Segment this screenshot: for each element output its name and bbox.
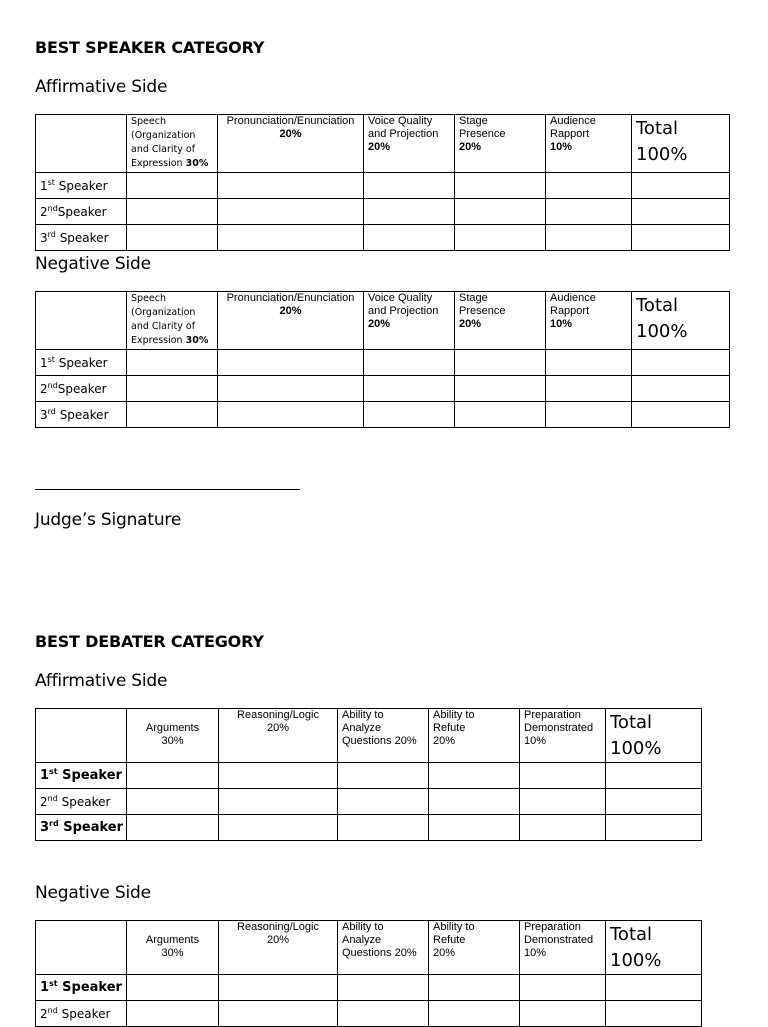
- corner-cell: [36, 709, 127, 763]
- debater-negative-label: Negative Side: [35, 883, 151, 903]
- row-label-second-speaker: 2ndSpeaker: [36, 376, 127, 402]
- stage-presence-column-header: Stage Presence 20%: [455, 292, 546, 350]
- score-cell[interactable]: [546, 173, 632, 199]
- total-cell[interactable]: [606, 815, 702, 841]
- score-cell[interactable]: [429, 815, 520, 841]
- score-cell[interactable]: [520, 975, 606, 1001]
- score-cell[interactable]: [127, 1001, 219, 1027]
- speaker-affirmative-table: [35, 114, 730, 251]
- score-cell[interactable]: [127, 225, 218, 251]
- row-label-second-speaker: 2nd Speaker: [36, 789, 127, 815]
- score-cell[interactable]: [219, 815, 338, 841]
- score-cell[interactable]: [455, 173, 546, 199]
- table-row: [36, 402, 730, 428]
- total-cell[interactable]: [632, 173, 730, 199]
- score-cell[interactable]: [364, 199, 455, 225]
- signature-line[interactable]: [35, 489, 300, 490]
- score-cell[interactable]: [429, 975, 520, 1001]
- total-column-header: Total 100%: [632, 115, 730, 173]
- corner-cell: [36, 292, 127, 350]
- speech-column-header: Speech (Organization and Clarity of Expression 30%: [127, 115, 218, 173]
- score-cell[interactable]: [218, 199, 364, 225]
- debater-category-title: BEST DEBATER CATEGORY: [35, 632, 264, 651]
- total-column-header: Total 100%: [632, 292, 730, 350]
- total-cell[interactable]: [606, 975, 702, 1001]
- corner-cell: [36, 921, 127, 975]
- row-label-first-speaker: 1st Speaker: [36, 173, 127, 199]
- score-cell[interactable]: [127, 763, 219, 789]
- score-cell[interactable]: [520, 1001, 606, 1027]
- score-cell[interactable]: [546, 199, 632, 225]
- header-row: [36, 921, 702, 975]
- arguments-column-header: Arguments 30%: [127, 921, 219, 975]
- score-cell[interactable]: [338, 975, 429, 1001]
- speaker-category-title: BEST SPEAKER CATEGORY: [35, 38, 265, 57]
- score-cell[interactable]: [219, 975, 338, 1001]
- score-cell[interactable]: [219, 763, 338, 789]
- row-label-first-speaker: 1st Speaker: [36, 763, 127, 789]
- total-cell[interactable]: [632, 225, 730, 251]
- total-column-header: Total 100%: [606, 709, 702, 763]
- pronunciation-column-header: Pronunciation/Enunciation 20%: [218, 292, 364, 350]
- header-row: [36, 709, 702, 763]
- score-cell[interactable]: [218, 350, 364, 376]
- ability-to-analyze-column-header: Ability to Analyze Questions 20%: [338, 921, 429, 975]
- total-cell[interactable]: [606, 763, 702, 789]
- score-cell[interactable]: [127, 173, 218, 199]
- table-row: [36, 225, 730, 251]
- score-cell[interactable]: [338, 1001, 429, 1027]
- table-row: [36, 199, 730, 225]
- judge-signature-label: Judge’s Signature: [35, 510, 182, 530]
- score-cell[interactable]: [338, 815, 429, 841]
- score-cell[interactable]: [546, 402, 632, 428]
- score-cell[interactable]: [218, 173, 364, 199]
- score-cell[interactable]: [127, 789, 219, 815]
- debater-negative-table: [35, 920, 702, 1027]
- total-cell[interactable]: [632, 199, 730, 225]
- preparation-column-header: Preparation Demonstrated 10%: [520, 709, 606, 763]
- score-cell[interactable]: [338, 789, 429, 815]
- score-cell[interactable]: [127, 199, 218, 225]
- total-cell[interactable]: [632, 350, 730, 376]
- ability-to-refute-column-header: Ability to Refute 20%: [429, 709, 520, 763]
- speech-column-header: Speech (Organization and Clarity of Expression 30%: [127, 292, 218, 350]
- arguments-column-header: Arguments 30%: [127, 709, 219, 763]
- voice-quality-column-header: Voice Quality and Projection 20%: [364, 292, 455, 350]
- debater-affirmative-label: Affirmative Side: [35, 671, 168, 691]
- total-cell[interactable]: [606, 789, 702, 815]
- row-label-second-speaker: 2ndSpeaker: [36, 199, 127, 225]
- score-cell[interactable]: [429, 763, 520, 789]
- score-cell[interactable]: [520, 815, 606, 841]
- total-cell[interactable]: [632, 376, 730, 402]
- corner-cell: [36, 115, 127, 173]
- score-cell[interactable]: [364, 350, 455, 376]
- table-row: [36, 376, 730, 402]
- score-cell[interactable]: [127, 815, 219, 841]
- score-cell[interactable]: [455, 402, 546, 428]
- score-cell[interactable]: [127, 402, 218, 428]
- score-cell[interactable]: [364, 402, 455, 428]
- preparation-column-header: Preparation Demonstrated 10%: [520, 921, 606, 975]
- table-row: [36, 350, 730, 376]
- score-cell[interactable]: [546, 225, 632, 251]
- table-row: [36, 789, 702, 815]
- row-label-first-speaker: 1st Speaker: [36, 350, 127, 376]
- table-row: [36, 975, 702, 1001]
- audience-rapport-column-header: Audience Rapport 10%: [546, 292, 632, 350]
- score-cell[interactable]: [455, 199, 546, 225]
- total-column-header: Total 100%: [606, 921, 702, 975]
- reasoning-logic-column-header: Reasoning/Logic 20%: [219, 921, 338, 975]
- score-cell[interactable]: [218, 376, 364, 402]
- row-label-second-speaker: 2nd Speaker: [36, 1001, 127, 1027]
- total-cell[interactable]: [606, 1001, 702, 1027]
- score-cell[interactable]: [218, 225, 364, 251]
- score-cell[interactable]: [364, 376, 455, 402]
- audience-rapport-column-header: Audience Rapport 10%: [546, 115, 632, 173]
- row-label-first-speaker: 1st Speaker: [36, 975, 127, 1001]
- score-cell[interactable]: [364, 225, 455, 251]
- ability-to-refute-column-header: Ability to Refute 20%: [429, 921, 520, 975]
- row-label-third-speaker: 3rd Speaker: [36, 815, 127, 841]
- speaker-negative-label: Negative Side: [35, 254, 151, 274]
- score-cell[interactable]: [455, 376, 546, 402]
- score-cell[interactable]: [219, 789, 338, 815]
- score-cell[interactable]: [520, 789, 606, 815]
- table-row: [36, 1001, 702, 1027]
- score-cell[interactable]: [127, 376, 218, 402]
- row-label-third-speaker: 3rd Speaker: [36, 225, 127, 251]
- score-cell[interactable]: [455, 350, 546, 376]
- score-cell[interactable]: [429, 789, 520, 815]
- score-cell[interactable]: [546, 376, 632, 402]
- table-row: [36, 815, 702, 841]
- ability-to-analyze-column-header: Ability to Analyze Questions 20%: [338, 709, 429, 763]
- score-cell[interactable]: [127, 350, 218, 376]
- score-cell[interactable]: [127, 975, 219, 1001]
- stage-presence-column-header: Stage Presence 20%: [455, 115, 546, 173]
- score-cell[interactable]: [455, 225, 546, 251]
- score-cell[interactable]: [364, 173, 455, 199]
- score-cell[interactable]: [219, 1001, 338, 1027]
- table-row: [36, 173, 730, 199]
- header-row: [36, 292, 730, 350]
- score-cell[interactable]: [218, 402, 364, 428]
- voice-quality-column-header: Voice Quality and Projection 20%: [364, 115, 455, 173]
- header-row: [36, 115, 730, 173]
- score-cell[interactable]: [520, 763, 606, 789]
- pronunciation-column-header: Pronunciation/Enunciation 20%: [218, 115, 364, 173]
- reasoning-logic-column-header: Reasoning/Logic 20%: [219, 709, 338, 763]
- score-cell[interactable]: [429, 1001, 520, 1027]
- row-label-third-speaker: 3rd Speaker: [36, 402, 127, 428]
- score-cell[interactable]: [338, 763, 429, 789]
- speaker-negative-table: [35, 291, 730, 428]
- debater-affirmative-table: [35, 708, 702, 841]
- speaker-affirmative-label: Affirmative Side: [35, 77, 168, 97]
- score-cell[interactable]: [546, 350, 632, 376]
- total-cell[interactable]: [632, 402, 730, 428]
- table-row: [36, 763, 702, 789]
